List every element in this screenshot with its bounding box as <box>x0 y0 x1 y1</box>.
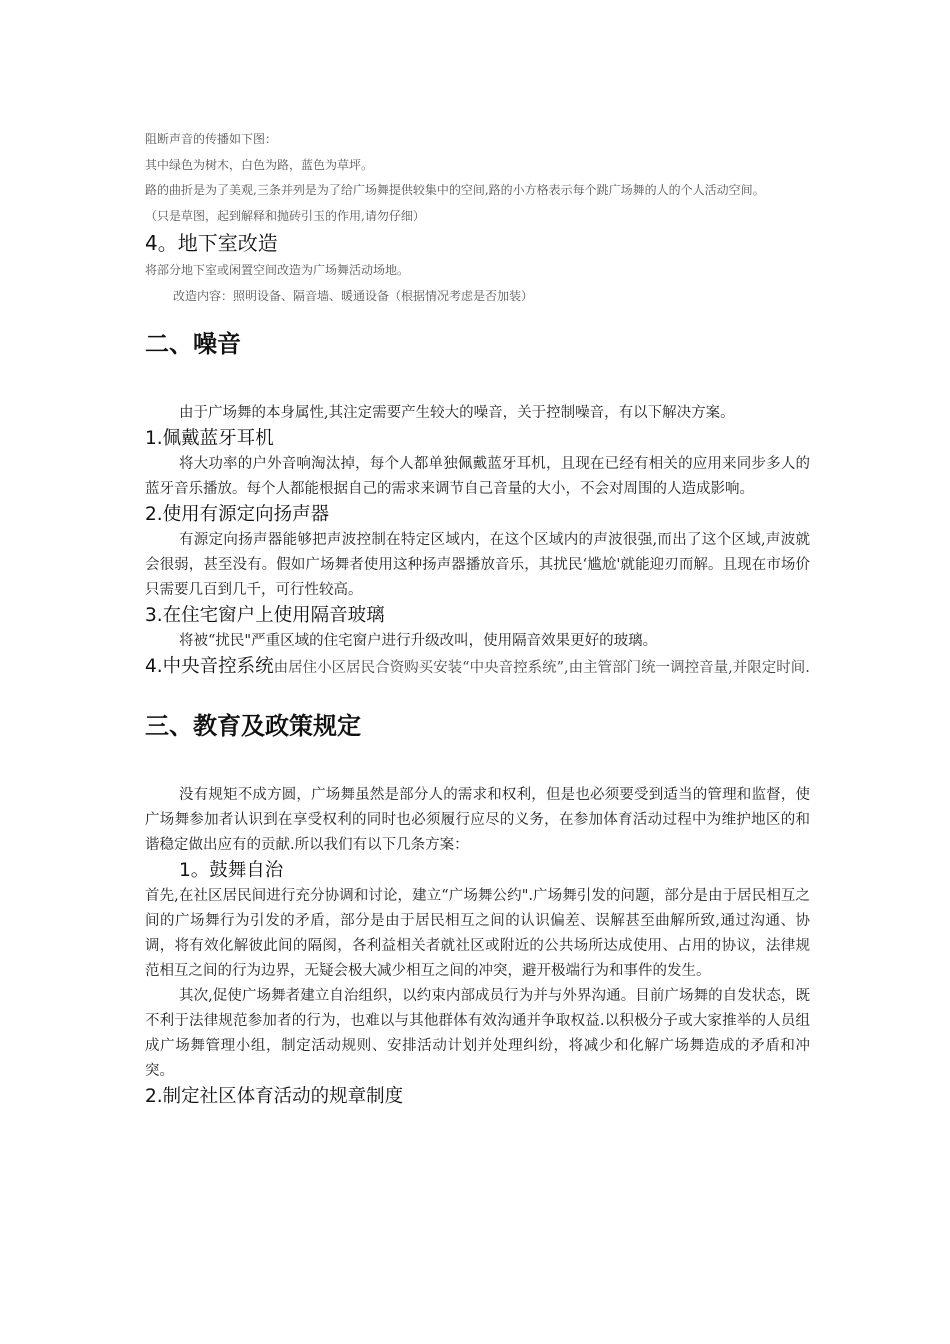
noise-s3-heading: 3.在住宅窗户上使用隔音玻璃 <box>145 605 385 626</box>
basement-line-2: 改造内容：照明设备、隔音墙、暖通设备（根据情况考虑是否加装） <box>173 289 534 303</box>
noise-s4-paragraph <box>145 654 810 681</box>
intro-line-4: （只是草图，起到解释和抛砖引玉的作用,请勿仔细） <box>145 209 425 223</box>
education-s1-paragraph-1: 首先,在社区居民间进行充分协调和讨论，建立“广场舞公约".广场舞引发的问题，部分是由于居民相互之间的广场舞行为引发的矛盾，部分是由于居民相互之间的认识偏差、误解甚至曲解所致,通过沟通、协调，将有效化解彼此间的隔阂，各利益相关者就社区或附近的公共场所达成使用、占用的协议，法律规范相互之间的行为边界，无疑会极大减少相互之间的冲突，避开极端行为和事件的发生。 <box>145 888 810 979</box>
basement-heading: 4。地下室改造 <box>145 231 278 255</box>
noise-s3-text: 将被“扰民"严重区域的住宅窗户进行升级改叫，使用隔音效果更好的玻璃。 <box>179 633 658 649</box>
education-s1-heading: 1。鼓舞自治 <box>179 860 284 881</box>
education-intro: 没有规矩不成方圆，广场舞虽然是部分人的需求和权利，但是也必须要受到适当的管理和监督，使广场舞参加者认识到在享受权利的同时也必须履行应尽的义务，在参加体育活动过程中为维护地区的和谐稳定做出应有的贡献.所以我们有以下几条方案： <box>145 787 810 853</box>
intro-line-3: 路的曲折是为了美观,三条并列是为了给广场舞提供较集中的空间,路的小方格表示每个跳广场舞的人的个人活动空间。 <box>145 183 765 197</box>
basement-line-1: 将部分地下室或闲置空间改造为广场舞活动场地。 <box>145 263 410 277</box>
intro-line-1: 阻断声音的传播如下图： <box>145 132 278 146</box>
noise-s1-heading: 1.佩戴蓝牙耳机 <box>145 428 274 449</box>
intro-line-2: 其中绿色为树木，白色为路，蓝色为草坪。 <box>145 158 374 172</box>
noise-s4-heading: 4.中央音控系统 <box>145 656 274 677</box>
education-section-title: 三、教育及政策规定 <box>145 712 361 740</box>
noise-s1-text: 将大功率的户外音响淘汰掉，每个人都单独佩戴蓝牙耳机，且现在已经有相关的应用来同步多人的蓝牙音乐播放。每个人都能根据自己的需求来调节自己音量的大小，不会对周围的人造成影响。 <box>145 456 810 497</box>
education-s2-heading: 2.制定社区体育活动的规章制度 <box>145 1086 404 1107</box>
noise-section-title: 二、噪音 <box>145 330 241 358</box>
noise-s2-text: 有源定向扬声器能够把声波控制在特定区域内，在这个区域内的声波很强,而出了这个区域,声波就会很弱，甚至没有。假如广场舞者使用这种扬声器播放音乐，其扰民‘尴尬'就能迎刃而解。且现在市场价只需要几百到几千，可行性较高。 <box>145 532 810 598</box>
noise-s2-heading: 2.使用有源定向扬声器 <box>145 504 330 525</box>
noise-intro: 由于广场舞的本身属性,其注定需要产生较大的噪音，关于控制噪音，有以下解决方案。 <box>179 405 735 421</box>
education-s1-paragraph-2: 其次,促使广场舞者建立自治组织，以约束内部成员行为并与外界沟通。目前广场舞的自发状态，既不利于法律规范参加者的行为，也难以与其他群体有效沟通并争取权益.以积极分子或大家推举的人员组成广场舞管理小组，制定活动规则、安排活动计划并处理纠纷，将减少和化解广场舞造成的矛盾和冲突。 <box>145 988 810 1079</box>
noise-s4-text: 由居住小区居民合资购买安装“中央音控系统”,由主管部门统一调控音量,并限定时间. <box>273 660 810 676</box>
document-content <box>145 126 810 1110</box>
